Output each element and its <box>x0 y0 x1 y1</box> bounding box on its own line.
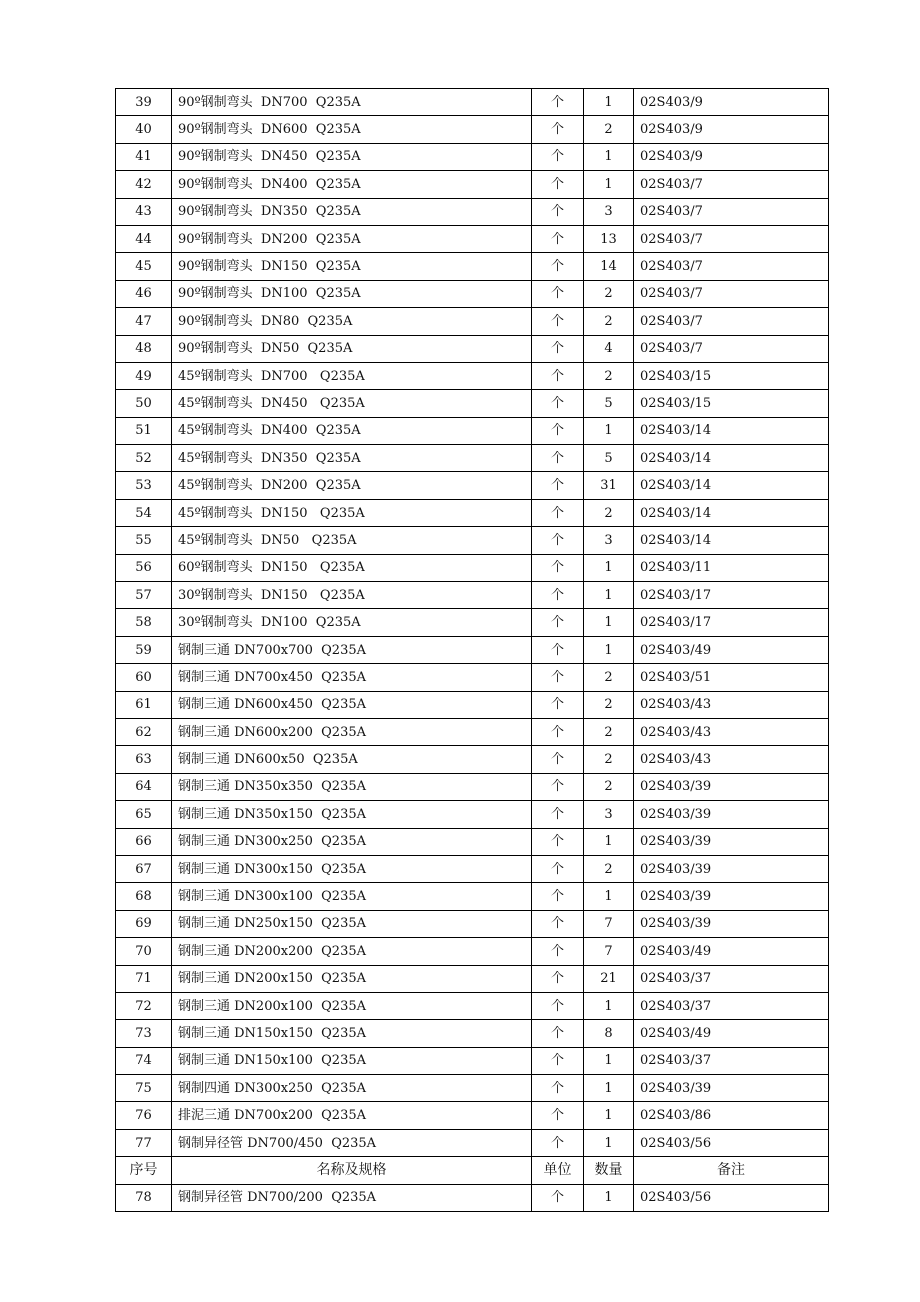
table-row <box>116 390 829 417</box>
cell-name: 45º钢制弯头 DN150 Q235A <box>172 499 532 526</box>
table-row <box>116 855 829 882</box>
cell-unit: 个 <box>532 691 584 718</box>
cell-no: 70 <box>116 938 172 965</box>
cell-unit: 个 <box>532 992 584 1019</box>
cell-qty: 3 <box>584 198 634 225</box>
cell-qty: 1 <box>584 609 634 636</box>
cell-no: 48 <box>116 335 172 362</box>
cell-qty: 4 <box>584 335 634 362</box>
cell-qty: 3 <box>584 801 634 828</box>
cell-name: 90º钢制弯头 DN80 Q235A <box>172 308 532 335</box>
cell-name: 90º钢制弯头 DN200 Q235A <box>172 225 532 252</box>
cell-note: 02S403/9 <box>634 89 829 116</box>
cell-qty: 2 <box>584 499 634 526</box>
cell-name: 90º钢制弯头 DN150 Q235A <box>172 253 532 280</box>
cell-note: 02S403/39 <box>634 883 829 910</box>
cell-unit: 个 <box>532 527 584 554</box>
cell-qty: 2 <box>584 116 634 143</box>
cell-no: 58 <box>116 609 172 636</box>
cell-name: 90º钢制弯头 DN600 Q235A <box>172 116 532 143</box>
cell-name: 45º钢制弯头 DN400 Q235A <box>172 417 532 444</box>
cell-no: 77 <box>116 1129 172 1156</box>
table-row <box>116 143 829 170</box>
table-row <box>116 1102 829 1129</box>
cell-unit: 个 <box>532 801 584 828</box>
cell-no: 51 <box>116 417 172 444</box>
cell-unit: 个 <box>532 89 584 116</box>
cell-qty: 2 <box>584 691 634 718</box>
cell-name: 90º钢制弯头 DN700 Q235A <box>172 89 532 116</box>
cell-no: 52 <box>116 445 172 472</box>
table-row <box>116 938 829 965</box>
cell-qty: 1 <box>584 89 634 116</box>
table-row <box>116 445 829 472</box>
cell-name: 钢制异径管 DN700/200 Q235A <box>172 1184 532 1211</box>
cell-no: 65 <box>116 801 172 828</box>
cell-no: 66 <box>116 828 172 855</box>
cell-name: 钢制三通 DN600x450 Q235A <box>172 691 532 718</box>
cell-no: 53 <box>116 472 172 499</box>
cell-note: 02S403/15 <box>634 362 829 389</box>
cell-name: 钢制三通 DN150x150 Q235A <box>172 1020 532 1047</box>
cell-no: 62 <box>116 718 172 745</box>
cell-qty: 5 <box>584 390 634 417</box>
cell-qty: 7 <box>584 910 634 937</box>
cell-qty: 1 <box>584 143 634 170</box>
cell-unit: 个 <box>532 1075 584 1102</box>
cell-note: 02S403/17 <box>634 609 829 636</box>
cell-unit: 个 <box>532 746 584 773</box>
cell-unit: 个 <box>532 308 584 335</box>
cell-note: 02S403/39 <box>634 1075 829 1102</box>
cell-name: 钢制三通 DN300x150 Q235A <box>172 855 532 882</box>
cell-note: 02S403/11 <box>634 554 829 581</box>
cell-note: 02S403/37 <box>634 992 829 1019</box>
cell-name: 60º钢制弯头 DN150 Q235A <box>172 554 532 581</box>
table-row <box>116 417 829 444</box>
cell-note: 02S403/15 <box>634 390 829 417</box>
cell-note: 02S403/7 <box>634 335 829 362</box>
header-qty: 数量 <box>584 1157 634 1184</box>
table-row <box>116 1020 829 1047</box>
cell-no: 78 <box>116 1184 172 1211</box>
cell-no: 50 <box>116 390 172 417</box>
cell-no: 59 <box>116 636 172 663</box>
cell-name: 钢制四通 DN300x250 Q235A <box>172 1075 532 1102</box>
table-row <box>116 225 829 252</box>
table-row <box>116 362 829 389</box>
table-header-row-group <box>116 1157 829 1184</box>
materials-table <box>115 88 829 1212</box>
cell-note: 02S403/37 <box>634 965 829 992</box>
cell-name: 钢制三通 DN150x100 Q235A <box>172 1047 532 1074</box>
cell-note: 02S403/56 <box>634 1184 829 1211</box>
cell-unit: 个 <box>532 417 584 444</box>
cell-no: 56 <box>116 554 172 581</box>
table-row <box>116 746 829 773</box>
cell-name: 钢制异径管 DN700/450 Q235A <box>172 1129 532 1156</box>
cell-unit: 个 <box>532 1047 584 1074</box>
cell-note: 02S403/9 <box>634 143 829 170</box>
cell-unit: 个 <box>532 582 584 609</box>
cell-note: 02S403/86 <box>634 1102 829 1129</box>
cell-no: 67 <box>116 855 172 882</box>
cell-unit: 个 <box>532 280 584 307</box>
cell-no: 73 <box>116 1020 172 1047</box>
cell-name: 排泥三通 DN700x200 Q235A <box>172 1102 532 1129</box>
cell-note: 02S403/39 <box>634 828 829 855</box>
cell-unit: 个 <box>532 609 584 636</box>
cell-unit: 个 <box>532 116 584 143</box>
cell-note: 02S403/49 <box>634 938 829 965</box>
cell-note: 02S403/7 <box>634 308 829 335</box>
table-row <box>116 472 829 499</box>
table-row <box>116 883 829 910</box>
cell-unit: 个 <box>532 143 584 170</box>
cell-note: 02S403/7 <box>634 253 829 280</box>
cell-unit: 个 <box>532 445 584 472</box>
cell-unit: 个 <box>532 171 584 198</box>
table-row <box>116 1075 829 1102</box>
cell-qty: 7 <box>584 938 634 965</box>
cell-qty: 8 <box>584 1020 634 1047</box>
cell-qty: 2 <box>584 280 634 307</box>
cell-note: 02S403/7 <box>634 225 829 252</box>
table-row <box>116 116 829 143</box>
cell-name: 30º钢制弯头 DN100 Q235A <box>172 609 532 636</box>
cell-note: 02S403/14 <box>634 527 829 554</box>
cell-qty: 1 <box>584 636 634 663</box>
cell-name: 90º钢制弯头 DN450 Q235A <box>172 143 532 170</box>
cell-qty: 13 <box>584 225 634 252</box>
cell-name: 钢制三通 DN300x250 Q235A <box>172 828 532 855</box>
cell-note: 02S403/39 <box>634 773 829 800</box>
header-name: 名称及规格 <box>172 1157 532 1184</box>
cell-note: 02S403/14 <box>634 445 829 472</box>
cell-no: 60 <box>116 664 172 691</box>
table-row <box>116 609 829 636</box>
cell-qty: 2 <box>584 855 634 882</box>
header-note: 备注 <box>634 1157 829 1184</box>
cell-qty: 21 <box>584 965 634 992</box>
cell-qty: 2 <box>584 362 634 389</box>
cell-qty: 1 <box>584 1102 634 1129</box>
cell-qty: 2 <box>584 773 634 800</box>
cell-note: 02S403/7 <box>634 280 829 307</box>
cell-no: 76 <box>116 1102 172 1129</box>
cell-unit: 个 <box>532 362 584 389</box>
cell-no: 44 <box>116 225 172 252</box>
cell-no: 39 <box>116 89 172 116</box>
cell-qty: 1 <box>584 1075 634 1102</box>
cell-no: 40 <box>116 116 172 143</box>
cell-name: 钢制三通 DN600x200 Q235A <box>172 718 532 745</box>
cell-name: 90º钢制弯头 DN350 Q235A <box>172 198 532 225</box>
cell-note: 02S403/56 <box>634 1129 829 1156</box>
table-row <box>116 691 829 718</box>
cell-no: 45 <box>116 253 172 280</box>
cell-name: 钢制三通 DN200x100 Q235A <box>172 992 532 1019</box>
cell-note: 02S403/37 <box>634 1047 829 1074</box>
cell-unit: 个 <box>532 773 584 800</box>
cell-qty: 3 <box>584 527 634 554</box>
cell-no: 42 <box>116 171 172 198</box>
cell-unit: 个 <box>532 225 584 252</box>
cell-no: 74 <box>116 1047 172 1074</box>
cell-qty: 1 <box>584 582 634 609</box>
cell-no: 55 <box>116 527 172 554</box>
cell-unit: 个 <box>532 855 584 882</box>
cell-no: 71 <box>116 965 172 992</box>
cell-name: 钢制三通 DN700x450 Q235A <box>172 664 532 691</box>
cell-note: 02S403/39 <box>634 910 829 937</box>
table-row <box>116 527 829 554</box>
table-row <box>116 910 829 937</box>
cell-note: 02S403/14 <box>634 472 829 499</box>
table-row <box>116 554 829 581</box>
cell-name: 30º钢制弯头 DN150 Q235A <box>172 582 532 609</box>
table-row <box>116 171 829 198</box>
table-row <box>116 992 829 1019</box>
table-row <box>116 1129 829 1156</box>
cell-note: 02S403/9 <box>634 116 829 143</box>
cell-qty: 2 <box>584 718 634 745</box>
cell-qty: 1 <box>584 1184 634 1211</box>
cell-note: 02S403/14 <box>634 499 829 526</box>
table-row <box>116 718 829 745</box>
table-header-row <box>116 1157 829 1184</box>
cell-qty: 1 <box>584 1047 634 1074</box>
cell-no: 46 <box>116 280 172 307</box>
cell-no: 54 <box>116 499 172 526</box>
cell-qty: 2 <box>584 746 634 773</box>
table-row <box>116 335 829 362</box>
cell-unit: 个 <box>532 938 584 965</box>
cell-name: 45º钢制弯头 DN450 Q235A <box>172 390 532 417</box>
table-row <box>116 664 829 691</box>
cell-unit: 个 <box>532 718 584 745</box>
cell-qty: 14 <box>584 253 634 280</box>
cell-name: 45º钢制弯头 DN50 Q235A <box>172 527 532 554</box>
cell-name: 90º钢制弯头 DN100 Q235A <box>172 280 532 307</box>
cell-unit: 个 <box>532 335 584 362</box>
table-row <box>116 1184 829 1211</box>
cell-unit: 个 <box>532 1020 584 1047</box>
cell-no: 64 <box>116 773 172 800</box>
cell-no: 63 <box>116 746 172 773</box>
table-row <box>116 801 829 828</box>
table-row <box>116 499 829 526</box>
cell-name: 钢制三通 DN300x100 Q235A <box>172 883 532 910</box>
table-row <box>116 1047 829 1074</box>
cell-unit: 个 <box>532 883 584 910</box>
cell-qty: 1 <box>584 417 634 444</box>
cell-no: 47 <box>116 308 172 335</box>
cell-name: 90º钢制弯头 DN50 Q235A <box>172 335 532 362</box>
cell-name: 钢制三通 DN250x150 Q235A <box>172 910 532 937</box>
table-row <box>116 773 829 800</box>
cell-unit: 个 <box>532 198 584 225</box>
cell-note: 02S403/51 <box>634 664 829 691</box>
cell-note: 02S403/39 <box>634 855 829 882</box>
cell-name: 90º钢制弯头 DN400 Q235A <box>172 171 532 198</box>
cell-name: 钢制三通 DN700x700 Q235A <box>172 636 532 663</box>
cell-note: 02S403/17 <box>634 582 829 609</box>
cell-note: 02S403/39 <box>634 801 829 828</box>
cell-unit: 个 <box>532 1184 584 1211</box>
header-unit: 单位 <box>532 1157 584 1184</box>
cell-name: 钢制三通 DN350x350 Q235A <box>172 773 532 800</box>
cell-name: 45º钢制弯头 DN200 Q235A <box>172 472 532 499</box>
cell-no: 57 <box>116 582 172 609</box>
cell-note: 02S403/7 <box>634 198 829 225</box>
cell-unit: 个 <box>532 1102 584 1129</box>
table-row <box>116 253 829 280</box>
cell-no: 41 <box>116 143 172 170</box>
header-no: 序号 <box>116 1157 172 1184</box>
cell-no: 69 <box>116 910 172 937</box>
cell-unit: 个 <box>532 253 584 280</box>
table-body <box>116 89 829 1157</box>
cell-name: 45º钢制弯头 DN700 Q235A <box>172 362 532 389</box>
cell-no: 61 <box>116 691 172 718</box>
cell-qty: 2 <box>584 664 634 691</box>
cell-name: 钢制三通 DN200x200 Q235A <box>172 938 532 965</box>
cell-unit: 个 <box>532 499 584 526</box>
cell-qty: 1 <box>584 171 634 198</box>
cell-note: 02S403/49 <box>634 636 829 663</box>
cell-note: 02S403/14 <box>634 417 829 444</box>
cell-unit: 个 <box>532 664 584 691</box>
cell-unit: 个 <box>532 636 584 663</box>
cell-unit: 个 <box>532 472 584 499</box>
table-body-continued <box>116 1184 829 1211</box>
cell-unit: 个 <box>532 1129 584 1156</box>
cell-no: 72 <box>116 992 172 1019</box>
cell-unit: 个 <box>532 910 584 937</box>
cell-unit: 个 <box>532 965 584 992</box>
cell-note: 02S403/49 <box>634 1020 829 1047</box>
table-row <box>116 280 829 307</box>
cell-note: 02S403/43 <box>634 691 829 718</box>
table-row <box>116 828 829 855</box>
cell-note: 02S403/7 <box>634 171 829 198</box>
cell-unit: 个 <box>532 828 584 855</box>
table-row <box>116 89 829 116</box>
table-row <box>116 965 829 992</box>
cell-no: 68 <box>116 883 172 910</box>
cell-qty: 2 <box>584 308 634 335</box>
cell-no: 75 <box>116 1075 172 1102</box>
cell-unit: 个 <box>532 390 584 417</box>
table-row <box>116 636 829 663</box>
cell-no: 49 <box>116 362 172 389</box>
cell-name: 钢制三通 DN600x50 Q235A <box>172 746 532 773</box>
cell-qty: 1 <box>584 828 634 855</box>
cell-qty: 5 <box>584 445 634 472</box>
cell-no: 43 <box>116 198 172 225</box>
cell-qty: 31 <box>584 472 634 499</box>
cell-qty: 1 <box>584 992 634 1019</box>
table-row <box>116 308 829 335</box>
cell-qty: 1 <box>584 883 634 910</box>
cell-note: 02S403/43 <box>634 718 829 745</box>
cell-note: 02S403/43 <box>634 746 829 773</box>
cell-name: 钢制三通 DN200x150 Q235A <box>172 965 532 992</box>
cell-name: 钢制三通 DN350x150 Q235A <box>172 801 532 828</box>
cell-unit: 个 <box>532 554 584 581</box>
table-row <box>116 198 829 225</box>
cell-qty: 1 <box>584 554 634 581</box>
table-row <box>116 582 829 609</box>
cell-qty: 1 <box>584 1129 634 1156</box>
cell-name: 45º钢制弯头 DN350 Q235A <box>172 445 532 472</box>
